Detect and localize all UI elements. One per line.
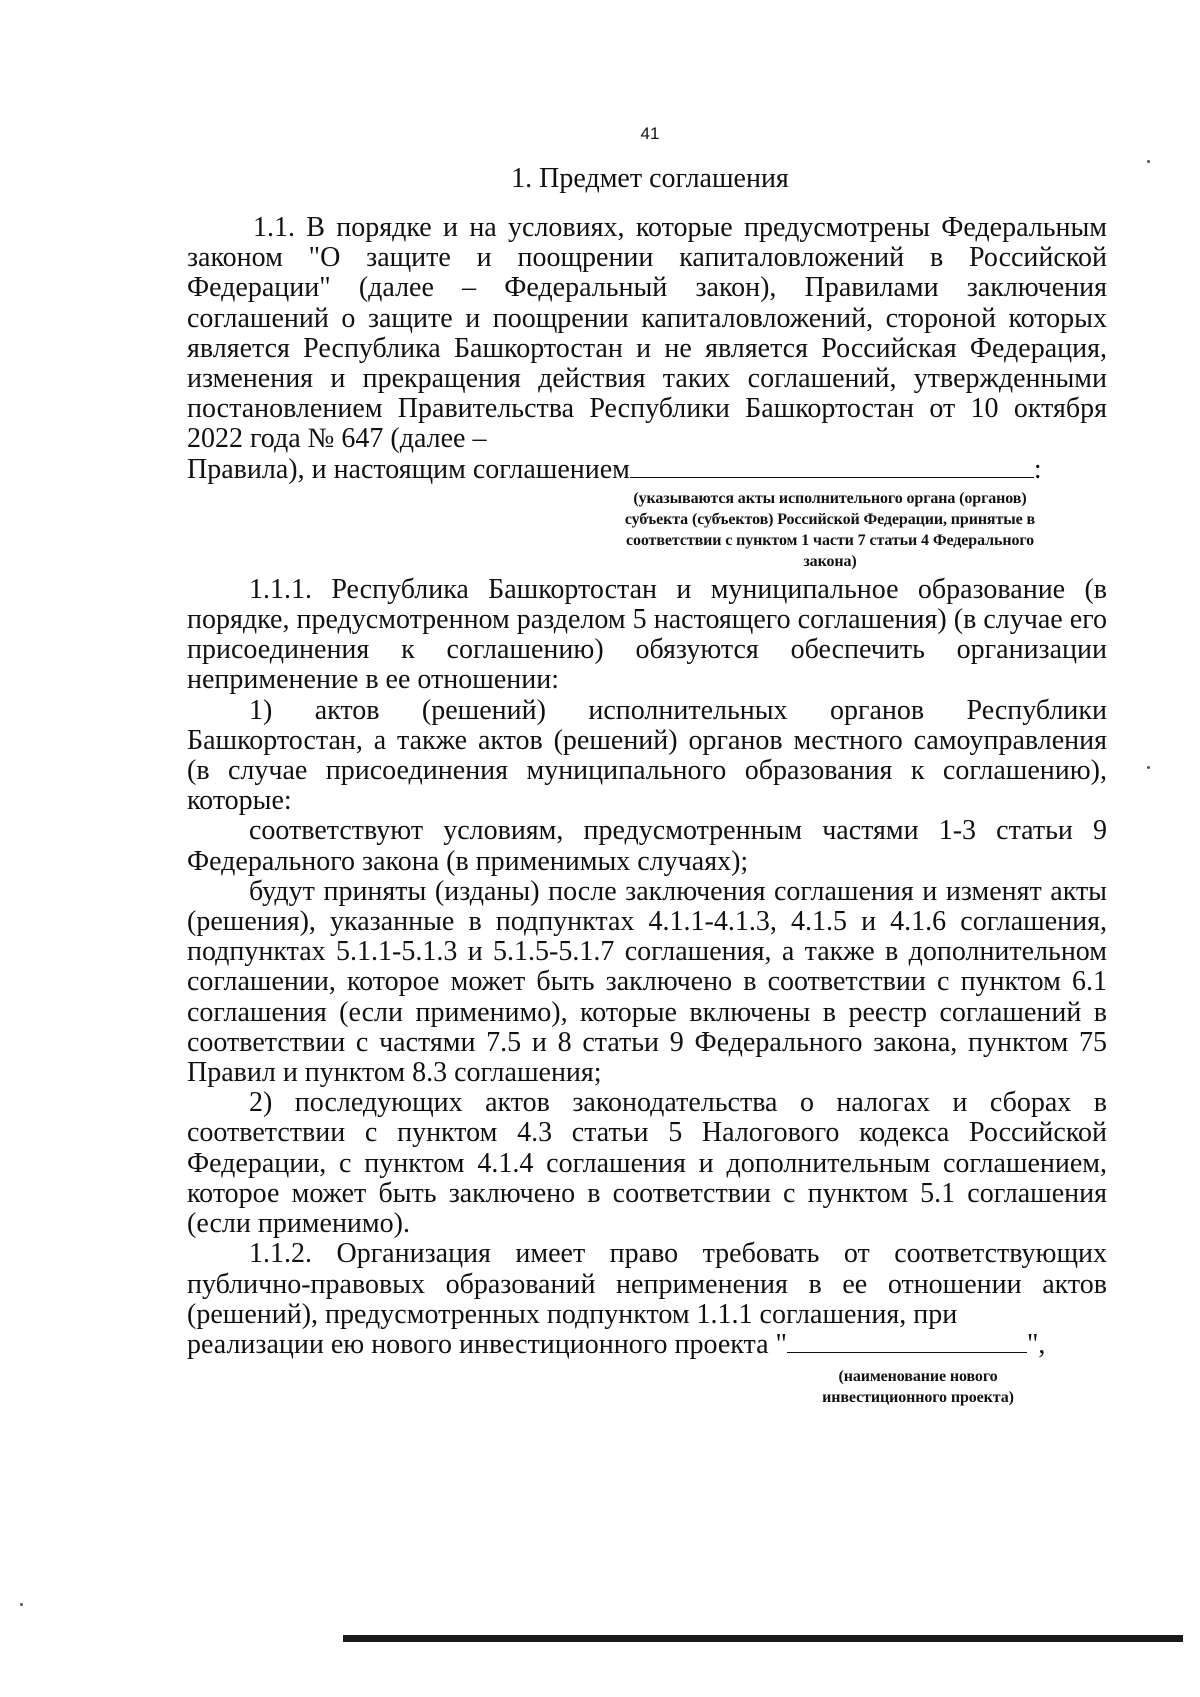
list-item-1: 1) актов (решений) исполнительных органов Республики Башкортостан, а также актов (решений) органов местного самоуправления (в случае присоединения муниципального образования к соглашению), которые:	[187, 694, 1107, 817]
list-item-1-a: соответствуют условиям, предусмотренным частями 1-3 статьи 9 Федерального закона (в применимых случаях);	[187, 815, 1107, 877]
document-body	[187, 213, 1107, 1408]
footer-rule	[343, 1635, 1183, 1642]
footnote-acts: (указываются акты исполнительного органа (органов) субъекта (субъектов) Российской Федерации, принятые в соответствии с пунктом 1 части 7 статьи 4 Федерального закона)	[624, 489, 1036, 570]
paragraph-1-1-2: 1.1.2. Организация имеет право требовать от соответствующих публично-правовых образований неприменения в ее отношении актов (решений), предусмотренных подпунктом 1.1.1 соглашения, при	[187, 1238, 1107, 1330]
paragraph-1-1-2-end-line	[187, 1330, 1107, 1360]
list-item-1-b: будут приняты (изданы) после заключения соглашения и изменят акты (решения), указанные в подпунктах 4.1.1-4.1.3, 4.1.5 и 4.1.6 соглашения, подпунктах 5.1.1-5.1.3 и 5.1.5-5.1.7 соглашения, а также в дополнительном соглашении, которое может быть заключено в соответствии с пунктом 6.1 соглашения (если применимо), которые включены в реестр соглашений в соответствии с частями 7.5 и 8 статьи 9 Федерального закона, пунктом 75 Правил и пунктом 8.3 соглашения;	[187, 875, 1107, 1089]
scan-speck	[1147, 160, 1150, 163]
paragraph-1-1: 1.1. В порядке и на условиях, которые предусмотрены Федеральным законом "О защите и поощрении капиталовложений в Российской Федерации" (далее – Федеральный закон), Правилами заключения соглашений о защите и поощрении капиталовложений, стороной которых является Республика Башкортостан и не является Российская Федерация, изменения и прекращения действия таких соглашений, утвержденными постановлением Правительства Республики Башкортостан от 10 октября 2022 года № 647 (далее –	[187, 212, 1107, 455]
paragraph-1-1-end-line	[187, 455, 1107, 485]
page-number: 41	[640, 124, 660, 143]
paragraph-1-1-end: Правила), и настоящим соглашением	[187, 453, 630, 485]
closing-quote: ",	[1026, 1328, 1046, 1360]
paragraph-1-1-1: 1.1.1. Республика Башкортостан и муниципальное образование (в порядке, предусмотренном разделом 5 настоящего соглашения) (в случае его присоединения к соглашению) обязуются обеспечить организации неприменение в ее отношении:	[187, 573, 1107, 696]
fill-in-blank-project	[787, 1330, 1027, 1353]
scan-speck	[20, 1603, 23, 1606]
list-item-2: 2) последующих актов законодательства о налогах и сборах в соответствии с пунктом 4.3 статьи 5 Налогового кодекса Российской Федерации, с пунктом 4.1.4 соглашения и дополнительным соглашением, которое может быть заключено в соответствии с пунктом 5.1 соглашения (если применимо).	[187, 1087, 1107, 1240]
colon: :	[1033, 453, 1042, 485]
fill-in-blank-acts	[630, 455, 1034, 478]
footnote-project: (наименование нового инвестиционного проекта)	[822, 1368, 1014, 1407]
scan-speck	[1147, 766, 1150, 769]
section-title: 1. Предмет соглашения	[511, 163, 789, 194]
paragraph-1-1-2-end: реализации ею нового инвестиционного проекта "	[187, 1328, 787, 1360]
